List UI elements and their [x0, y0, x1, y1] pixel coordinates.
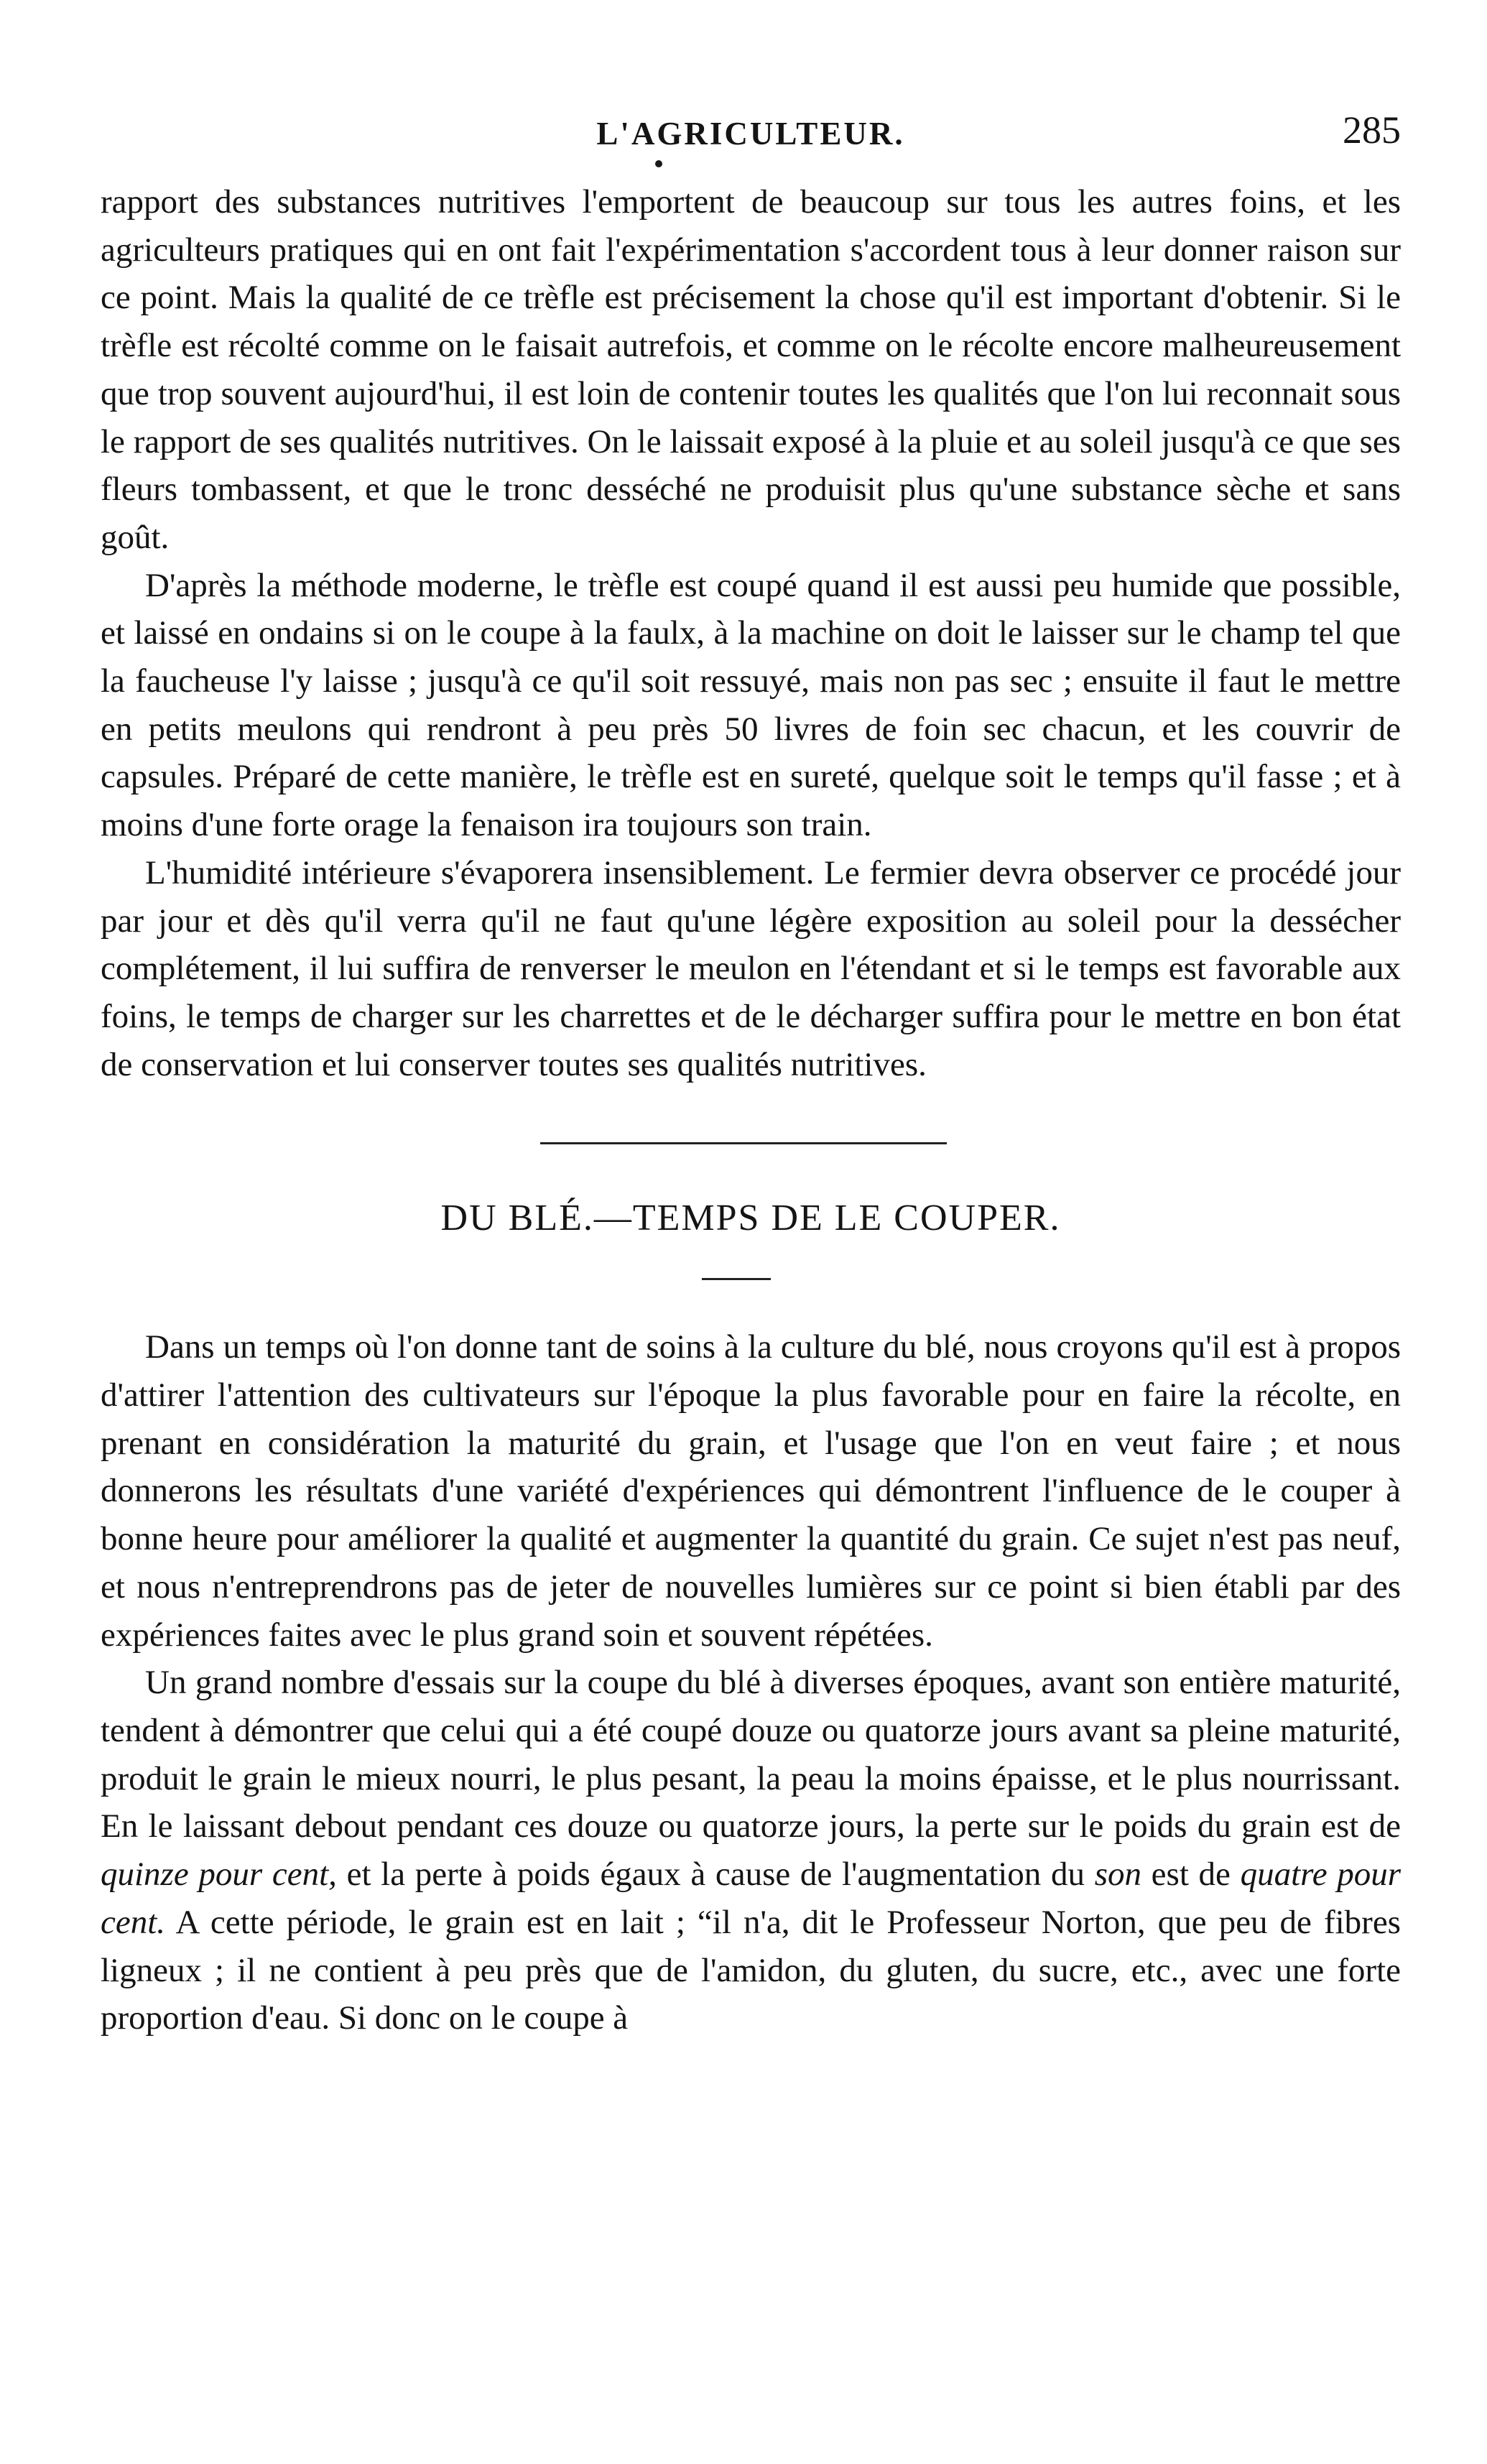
running-header — [101, 86, 1401, 152]
paragraph: L'humidité intérieure s'évaporera insensiblement. Le fermier devra observer ce procédé jour par jour et dès qu'il verra qu'il ne faut qu'une légère exposition au soleil pour la dessécher complétement, il lui suffira de renverser le meulon en l'étendant et si le temps est favorable aux foins, le temps de charger sur les charrettes et de le décharger suffira pour le mettre en bon état de conservation et lui conserver toutes ses qualités nutritives. — [101, 853, 1401, 1083]
text-run: Un grand nombre d'essais sur la coupe du blé à diverses époques, avant son entière maturité, tendent à démontrer que celui qui a été coupé douze ou quatorze jours avant sa pleine maturité, produit le grain le mieux nourri, le plus pesant, la peau la moins épaisse, et le plus nourrissant. En le laissant debout pendant ces douze ou quatorze jours, la perte sur le poids du grain est de — [101, 1664, 1401, 1845]
text-run: est de — [1151, 1856, 1231, 1894]
italic-text: quatre pour cent. — [101, 1856, 1402, 1941]
paragraph: Dans un temps où l'on donne tant de soins à la culture du blé, nous croyons qu'il est à propos d'attirer l'attention des cultivateurs sur l'époque la plus favorable pour en faire la récolte, en prenant en considération la maturité du grain, et l'usage que l'on en veut faire ; et nous donnerons les résultats d'une variété d'expériences qui démontrent l'influence de le couper à bonne heure pour améliorer la qualité et augmenter la quantité du grain. Ce sujet n'est pas neuf, et nous n'entreprendrons pas de jeter de nouvelles lumières sur ce point si bien établi par des expériences faites avec le plus grand soin et souvent répétées. — [101, 1328, 1401, 1654]
section-title: DU BLÉ.—TEMPS DE LE COUPER. — [440, 1198, 1061, 1239]
printer-mark — [655, 160, 662, 167]
book-page — [101, 86, 1401, 2042]
paragraph: rapport des substances nutritives l'emportent de beaucoup sur tous les autres foins, et les agriculteurs pratiques qui en ont fait l'expérimentation s'accordent tous à leur donner raison sur ce point. Mais la qualité de ce trèfle est précisement la chose qu'il est important d'obtenir. Si le trèfle est récolté comme on le faisait autrefois, et comme on le récolte encore malheureusement que trop souvent aujourd'hui, il est loin de contenir toutes les qualités que l'on lui reconnait sous le rapport de ses qualités nutritives. On le laissait exposé à la pluie et au soleil jusqu'à ce que ses fleurs tombassent, et que le tronc desséché ne produisit plus qu'une substance sèche et sans goût. — [101, 183, 1401, 556]
running-title: L'AGRICULTEUR. — [596, 116, 905, 152]
paragraph — [101, 1659, 1401, 2042]
body-text-section — [101, 1323, 1401, 2042]
body-text-top — [101, 178, 1401, 1088]
text-run: et la perte à poids égaux à cause de l'augmentation du — [346, 1856, 1085, 1894]
text-run: A cette période, le grain est en lait ; “il n'a, dit le Professeur Norton, que peu de fibres ligneux ; il ne contient à peu près que de l'amidon, du gluten, du sucre, etc., avec une forte proportion d'eau. Si donc on le coupe à — [101, 1903, 1401, 2037]
paragraph: D'après la méthode moderne, le trèfle est coupé quand il est aussi peu humide que possible, et laissé en ondains si on le coupe à la faulx, à la machine on doit le laisser sur le champ tel que la faucheuse l'y laisse ; jusqu'à ce qu'il soit ressuyé, mais non pas sec ; ensuite il faut le mettre en petits meulons qui rendront à peu près 50 livres de foin sec chacun, et les couvrir de capsules. Préparé de cette manière, le trèfle est en sureté, quelque soit le temps qu'il fasse ; et à moins d'une forte orage la fenaison ira toujours son train. — [101, 566, 1401, 844]
italic-text: quinze pour cent, — [101, 1856, 337, 1894]
section-divider — [540, 1142, 947, 1144]
page-number: 285 — [1343, 108, 1401, 152]
italic-text: son — [1094, 1856, 1141, 1894]
title-underline — [702, 1278, 771, 1280]
